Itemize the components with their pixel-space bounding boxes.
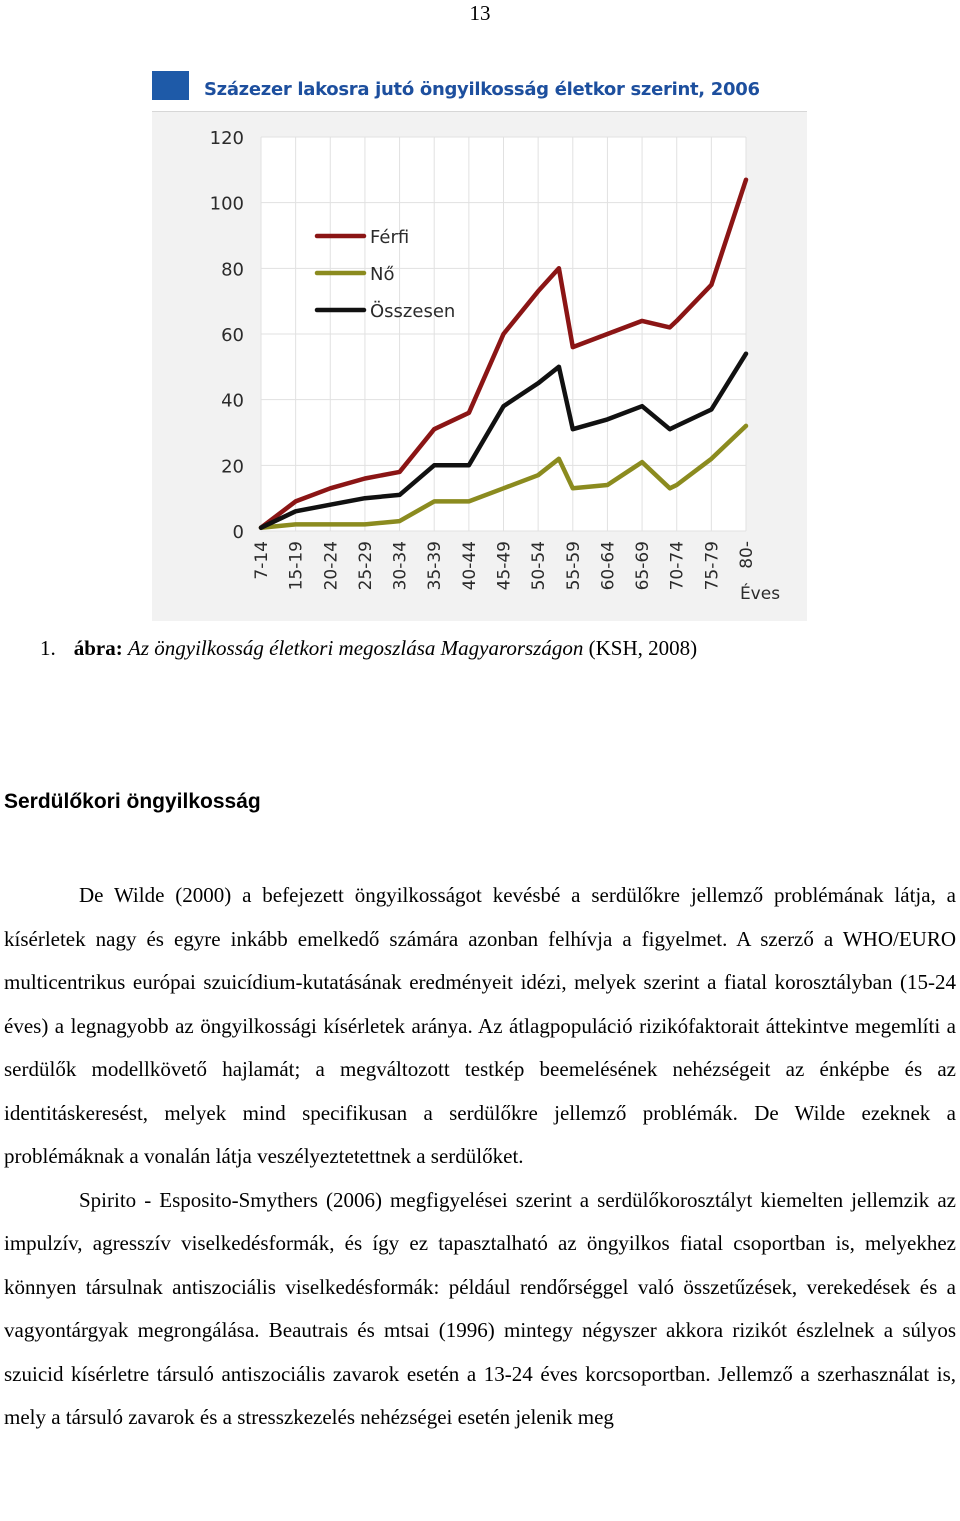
x-tick-label: 40-44 [459,541,480,591]
caption-number: 1. [40,636,56,660]
chart-title: Százezer lakosra jutó öngyilkosság életkor szerint, 2006 [204,79,760,100]
y-tick-label: 120 [209,128,244,149]
x-tick-label: 15-19 [286,541,307,591]
figure [152,71,807,621]
x-tick-label: 20-24 [321,541,342,591]
x-tick-label: 65-69 [633,541,654,591]
x-tick-label: 80- [737,541,757,569]
y-tick-label: 40 [221,390,244,412]
caption-text: Az öngyilkosság életkori megoszlása Magyarországon [128,636,584,660]
x-tick-label: 60-64 [598,541,619,591]
paragraph: De Wilde (2000) a befejezett öngyilkosságot kevésbé a serdülőkre jellemző problémának látja, a kísérletek nagy és egyre inkább emelkedő számára azonban felhívja a figyelmet. A szerző a WHO/EURO multicentrikus európai szuicídium-kutatásának eredményeit idézi, melyek szerint a fiatal korosztályban (15-24 éves) a legnagyobb az öngyilkossági kísérletek aránya. Az átlagpopuláció rizikófaktorait áttekintve megemlíti a serdülők modellkövető hajlamát; a megváltozott testkép beemelésének nehézségeit az énképbe és az identitáskeresést, melyek mind specifikusan a serdülőkre jellemző problémák. De Wilde ezeknek a problémáknak a vonalán látja veszélyeztetettnek a serdülőket. [4,883,956,1168]
body-text [4,874,956,1440]
x-tick-label: 70-74 [667,541,688,591]
y-tick-label: 80 [221,259,244,281]
legend-label: Nő [370,264,395,285]
line-chart [152,71,807,621]
caption-label: ábra: [73,636,123,660]
x-tick-label: 50-54 [529,541,550,591]
legend-label: Összesen [370,301,456,322]
x-tick-label: 45-49 [494,541,515,591]
y-tick-label: 20 [221,456,244,478]
x-tick-label: 30-34 [390,541,411,591]
x-tick-label: 75-79 [702,541,723,591]
paragraph: Spirito - Esposito-Smythers (2006) megfigyelései szerint a serdülőkorosztályt kiemelten jellemzik az impulzív, agresszív viselkedésformák, és így ez tapasztalható az öngyilkos fiatal csoportban is, melyekhez könnyen társulnak antiszociális viselkedésformák: például rendőrséggel való összetűzések, verekedések és a vagyontárgyak megrongálása. Beautrais és mtsai (1996) mintegy négyszer akkora rizikót észlelnek a súlyos szuicid kísérletre társuló antiszociális zavarok esetén a 13-24 éves korcsoportban. Jellemző a szerhasználat is, mely a társuló zavarok és a stresszkezelés nehézségei esetén jelenik meg [4,1187,956,1429]
y-tick-label: 60 [221,325,244,346]
x-tick-label: 35-39 [425,541,446,591]
page-number: 13 [469,1,491,25]
legend-label: Férfi [370,227,410,248]
section-heading: Serdülőkori öngyilkosság [4,790,261,813]
x-tick-label: 25-29 [355,541,376,591]
figure-caption [40,636,697,661]
x-tick-label: 7-14 [252,541,272,580]
x-tick-label: 55-59 [563,541,584,591]
y-tick-label: 0 [232,522,244,543]
caption-source: (KSH, 2008) [588,636,698,660]
y-tick-label: 100 [209,193,244,215]
x-axis-label: Éves [739,584,781,604]
